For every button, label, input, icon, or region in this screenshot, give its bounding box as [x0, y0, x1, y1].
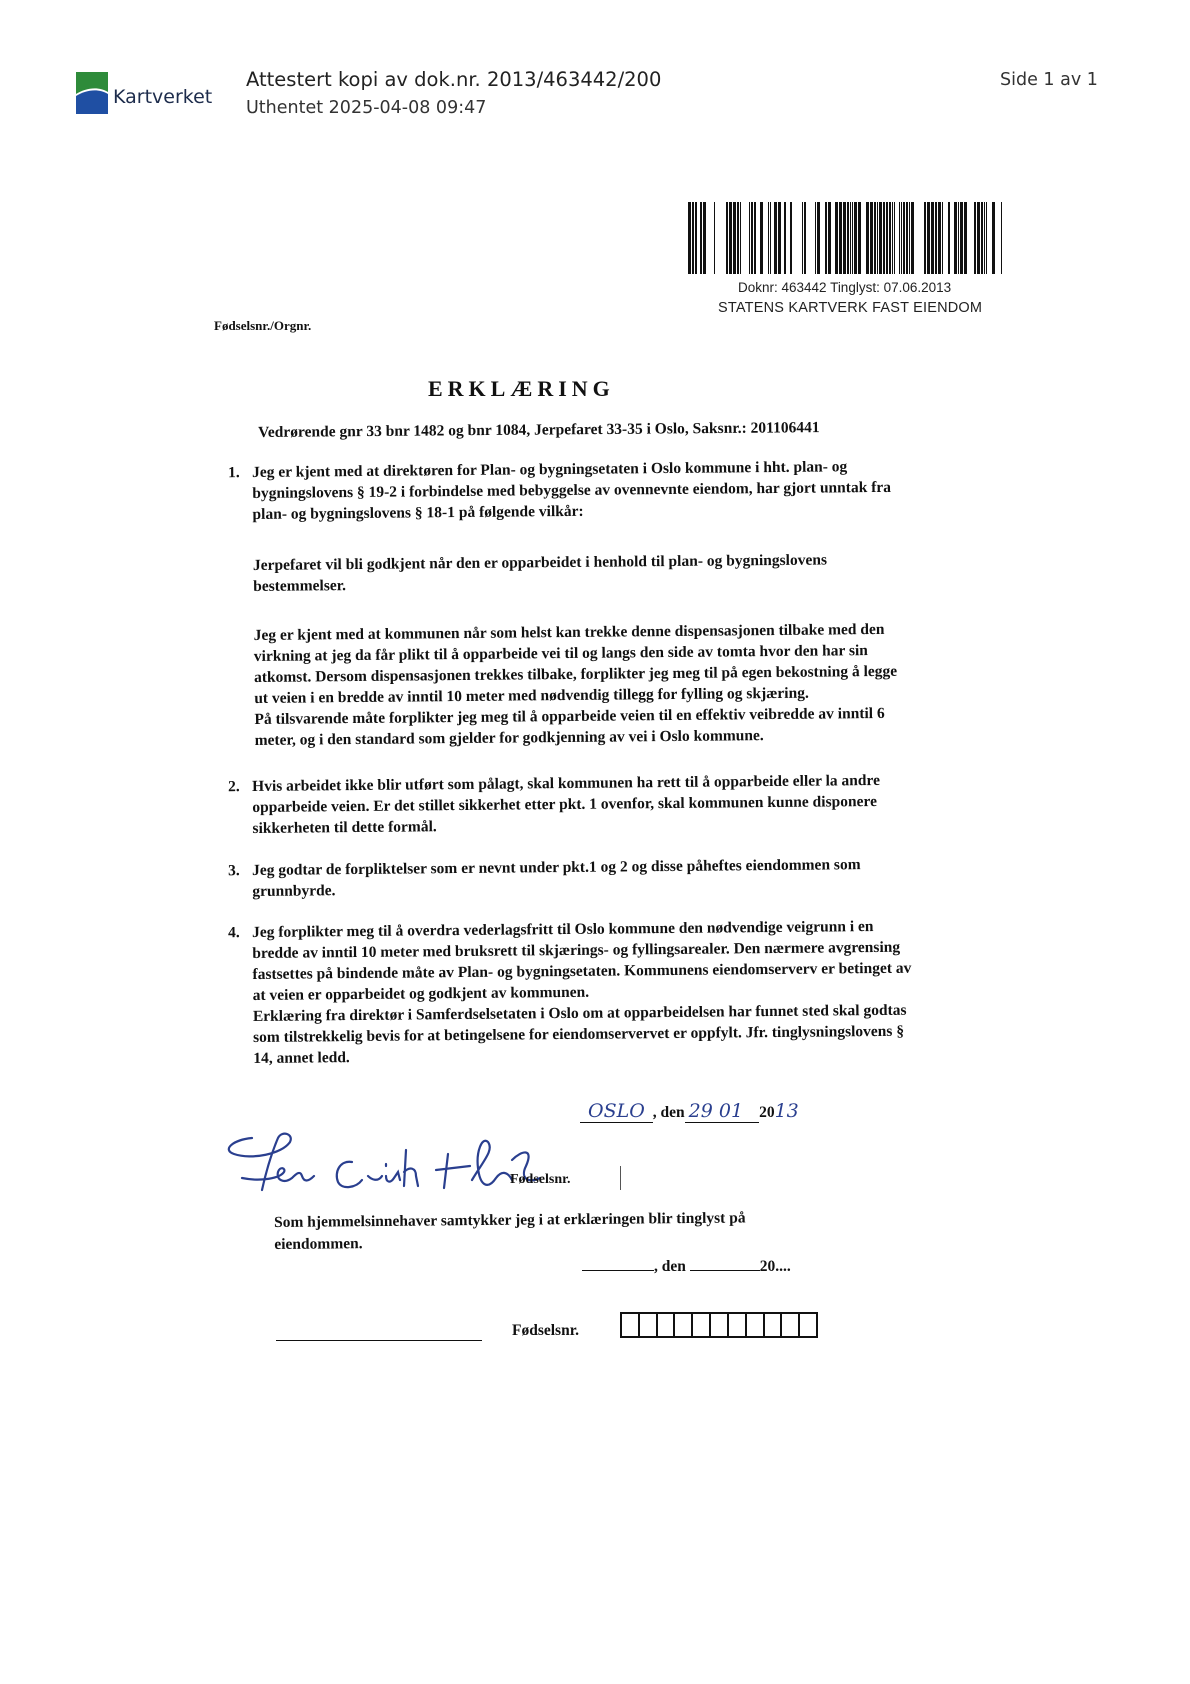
kartverket-logo-icon	[76, 72, 108, 114]
document-title: ERKLÆRING	[428, 376, 615, 401]
item-text: Jeg forplikter meg til å overdra vederlagsfritt til Oslo kommune den nødvendige veigrunn i en bredde av inntil 10 meter med bruksrett til skjærings- og fyllingsarealer. Den nærmere avgrensing fastsettes på bindende måte av Plan- og bygningsetaten. Kommunens eiendomserverv er betinget av at veien er opparbeidet og godkjent av kommunen.	[252, 918, 912, 1004]
registration-stamp-authority: STATENS KARTVERK FAST EIENDOM	[718, 300, 983, 316]
subject-line: Vedrørende gnr 33 bnr 1482 og bnr 1084, Jerpefaret 33-35 i Oslo, Saksnr.: 201106441	[258, 419, 820, 441]
item-text: Jeg godtar de forpliktelser som er nevnt under pkt.1 og 2 og disse påheftes eiendommen som grunnbyrde.	[252, 856, 861, 900]
year-prefix: 20....	[759, 1258, 791, 1275]
registration-stamp-docnr: Doknr: 463442 Tinglyst: 07.06.2013	[738, 280, 952, 295]
item-4-confirmation: Erklæring fra direktør i Samferdselsetaten i Oslo om at opparbeidelsen har funnet sted skal godtas som tilstrekkelig bevis for at betingelsene for eiendomservervet er oppfylt. Jfr. tinglysningslovens § 14, annet ledd.	[252, 1001, 907, 1067]
handwritten-signature-icon	[222, 1120, 562, 1200]
divider	[620, 1166, 621, 1190]
item-number: 1.	[228, 464, 240, 482]
handwritten-place: OSLO	[580, 1100, 653, 1123]
item-4	[228, 916, 913, 1069]
item-1-condition: Jerpefaret vil bli godkjent når den er opparbeidet i henhold til plan- og bygningslovens bestemmelser.	[252, 551, 828, 595]
bottom-id-label: Fødselsnr.	[512, 1322, 580, 1339]
consent-date-line	[582, 1256, 791, 1276]
handwritten-date: 29 01	[685, 1100, 759, 1123]
item-3	[228, 854, 912, 902]
den-label: , den	[652, 1104, 685, 1121]
item-1-intro	[228, 456, 913, 525]
place-date-line	[580, 1100, 799, 1122]
year-prefix: 20	[759, 1104, 775, 1121]
handwritten-year: 13	[774, 1100, 799, 1122]
item-text: Hvis arbeidet ikke blir utført som pålagt, skal kommunen ha rett til å opparbeide eller la andre opparbeide veien. Er det stillet sikkerhet etter pkt. 1 ovenfor, skal kommunen kunne disponere sikkerheten til dette formål.	[252, 771, 881, 837]
item-1	[228, 456, 915, 751]
place-blank	[582, 1256, 654, 1271]
signature-id-label: Fødselsnr.	[510, 1172, 571, 1187]
item-2	[228, 770, 913, 839]
item-number: 3.	[228, 862, 240, 880]
certified-copy-title: Attestert kopi av dok.nr. 2013/463442/200	[246, 68, 662, 91]
item-text: Jeg er kjent med at direktøren for Plan- og bygningsetaten i Oslo kommune i hht. plan- og bygningslovens § 19-2 i forbindelse med bebyggelse av ovennevnte eiendom, har gjort unntak fra plan- og bygningslovens § 18-1 på følgende vilkår:	[252, 458, 892, 523]
den-label: , den	[654, 1258, 686, 1275]
page-indicator: Side 1 av 1	[1000, 70, 1098, 90]
consent-text: Som hjemmelsinnehaver samtykker jeg i at erklæringen blir tinglyst på eiendommen.	[274, 1209, 746, 1253]
logo-text: Kartverket	[113, 86, 213, 108]
retrieved-timestamp: Uthentet 2025-04-08 09:47	[246, 98, 487, 118]
barcode-icon	[686, 202, 1002, 274]
item-number: 4.	[228, 924, 240, 942]
item-1-withdrawal: Jeg er kjent med at kommunen når som helst kan trekke denne dispensasjonen tilbake med den virkning at jeg da får plikt til å opparbeide vei til og langs den side av tomta hvor den har sin atkomst. Dersom dispensasjonen trekkes tilbake, forplikter jeg meg til på egen bekostning å legge ut veien i en bredde av inntil 10 meter med nødvendig tillegg for fylling og skjæring.	[253, 620, 898, 707]
item-number: 2.	[228, 778, 240, 796]
date-blank	[690, 1256, 760, 1271]
id-number-boxes	[620, 1312, 818, 1338]
id-number-label: Fødselsnr./Orgnr.	[214, 318, 312, 333]
item-1-road-width: På tilsvarende måte forplikter jeg meg til å opparbeide veien til en effektiv veibredde av inntil 6 meter, og i den standard som gjelder for godkjenning av vei i Oslo kommune.	[254, 704, 885, 749]
signature-line	[276, 1340, 482, 1341]
